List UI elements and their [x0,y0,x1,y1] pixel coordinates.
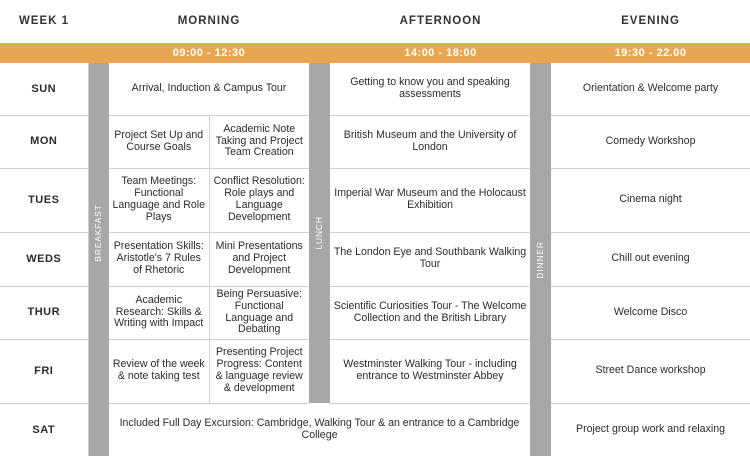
morning-session-2: Academic Note Taking and Project Team Creation [209,115,309,168]
evening-activity: Welcome Disco [551,286,750,339]
header-row [0,0,750,43]
afternoon-activity: The London Eye and Southbank Walking Tour [330,232,530,286]
breakfast-bar [88,63,109,403]
dinner-label: DINNER [534,240,545,279]
evening-time: 19:30 - 22.00 [551,43,750,63]
afternoon-activity: Imperial War Museum and the Holocaust Exhibition [330,168,530,232]
day-label: SUN [0,63,88,115]
afternoon-heading: AFTERNOON [330,0,551,43]
evening-activity: Street Dance workshop [551,339,750,403]
day-label: THUR [0,286,88,339]
schedule-row-tues [0,168,750,232]
lunch-bar [309,63,330,403]
dinner-bar [530,63,551,456]
afternoon-activity: Westminster Walking Tour - including entrance to Westminster Abbey [330,339,530,403]
evening-activity: Cinema night [551,168,750,232]
morning-session-1: Presentation Skills: Aristotle's 7 Rules of Rhetoric [109,232,209,286]
morning-session-2: Conflict Resolution: Role plays and Language Development [209,168,309,232]
breakfast-bar-end [88,403,109,456]
morning-session-1: Project Set Up and Course Goals [109,115,209,168]
morning-session-1: Academic Research: Skills & Writing with Impact [109,286,209,339]
morning-session-1: Team Meetings: Functional Language and Role Plays [109,168,209,232]
morning-session-2: Being Persuasive: Functional Language and Debating [209,286,309,339]
week-heading: WEEK 1 [0,0,88,43]
evening-activity: Comedy Workshop [551,115,750,168]
day-label: TUES [0,168,88,232]
evening-activity: Project group work and relaxing [576,422,726,435]
day-label: SAT [0,403,88,456]
schedule-row-weds [0,232,750,286]
afternoon-time: 14:00 - 18:00 [330,43,551,63]
morning-session-1: Review of the week & note taking test [109,339,209,403]
excursion-activity: Included Full Day Excursion: Cambridge, Walking Tour & an entrance to a Cambridge College [119,416,520,441]
schedule-row-mon [0,115,750,168]
evening-activity: Orientation & Welcome party [551,63,750,115]
day-label: FRI [0,339,88,403]
morning-activity: Arrival, Induction & Campus Tour [109,63,309,115]
lunch-label: LUNCH [313,216,324,250]
evening-activity: Chill out evening [551,232,750,286]
schedule-row-fri [0,339,750,403]
breakfast-label: BREAKFAST [92,204,103,262]
morning-heading: MORNING [88,0,330,43]
afternoon-activity: Getting to know you and speaking assessments [330,63,530,115]
day-label: MON [0,115,88,168]
schedule-row-sat [0,403,750,456]
times-row [0,43,750,63]
evening-heading: EVENING [551,0,750,43]
morning-session-2: Mini Presentations and Project Development [209,232,309,286]
day-label: WEDS [0,232,88,286]
afternoon-activity: Scientific Curiosities Tour - The Welcome Collection and the British Library [330,286,530,339]
afternoon-activity: British Museum and the University of London [330,115,530,168]
schedule-row-thur [0,286,750,339]
morning-time: 09:00 - 12:30 [88,43,330,63]
schedule-row-sun [0,63,750,115]
morning-session-2: Presenting Project Progress: Content & language review & development [209,339,309,403]
